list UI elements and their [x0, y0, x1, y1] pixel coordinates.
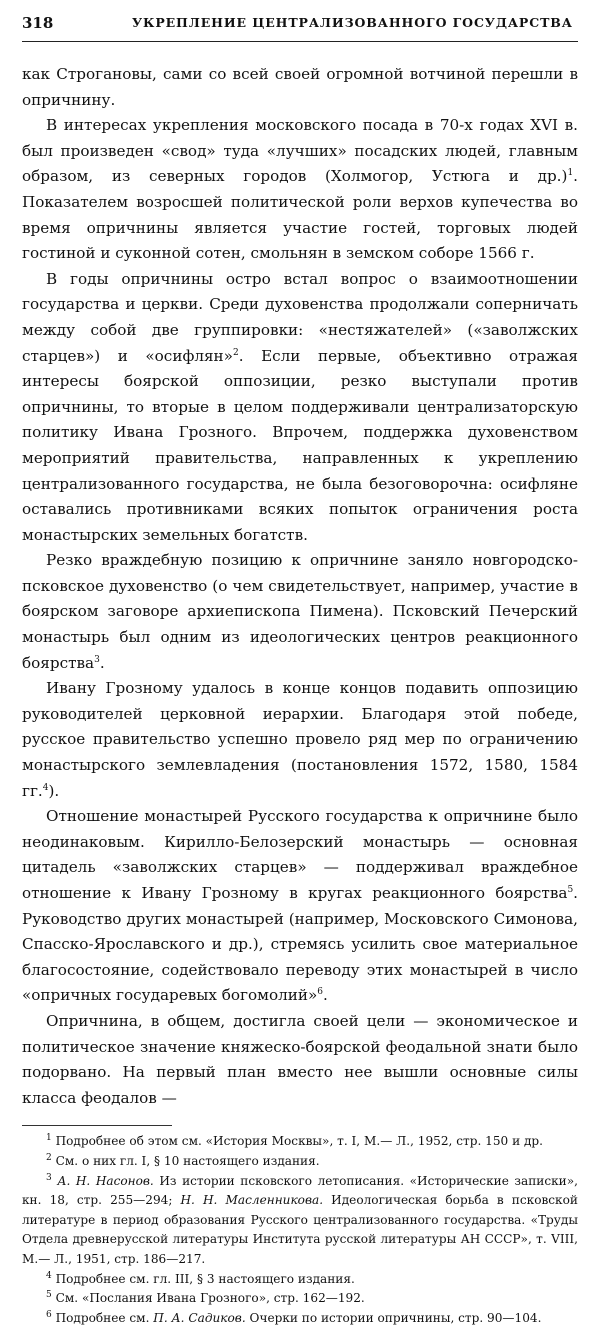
paragraph-text: В годы опричнины остро встал вопрос о взаимоотношении государства и церкви. Среди духовенства продолжали соперничать между собой две группировки: «нестяжателей» («заволжских старцев») и «осифлян» — [22, 269, 578, 365]
footnote-text: Очерки по истории опричнины, стр. 90—104. — [249, 1310, 542, 1325]
paragraph-text: . Руководство других монастырей (например, Московского Симонова, Спасско-Ярославского и др.), стремясь усилить свое материальное благосостояние, содействовало переводу этих монастырей в число «опричных государевых богомолий» — [22, 884, 578, 1005]
footnote-rule — [22, 1125, 172, 1126]
footnote — [22, 1152, 578, 1172]
footnote-author: П. А. Садиков. — [153, 1310, 246, 1325]
footnotes — [22, 1132, 578, 1328]
footnote — [22, 1132, 578, 1152]
paragraph-text: . — [323, 986, 328, 1005]
paragraph-text: Резко враждебную позицию к опричнине заняло новгородско-псковское духовенство (о чем свидетельствует, например, участие в боярском заговоре архиепископа Пимена). Псковский Печерский монастырь был одним из идеологических центров реакционного боярства — [22, 551, 578, 672]
footnote-reference: 1 — [567, 168, 574, 179]
paragraph-text: . Если первые, объективно отражая интересы боярской оппозиции, резко выступали против опричнины, то вторые в целом поддерживали централизаторскую политику Ивана Грозного. Впрочем, поддержка духовенством мероприятий правительства, направленных к укреплению централизованного государства, не была безоговорочна: осифляне оставались противниками всяких попыток ограничения роста монастырских земельных богатств. — [22, 346, 578, 544]
paragraph — [22, 676, 578, 804]
book-page — [22, 14, 578, 1328]
footnote-mark: 6 — [46, 1309, 52, 1320]
running-title: УКРЕПЛЕНИЕ ЦЕНТРАЛИЗОВАННОГО ГОСУДАРСТВА — [132, 15, 573, 30]
paragraph — [22, 1009, 578, 1111]
paragraph — [22, 804, 578, 1009]
paragraph-text: Ивану Грозному удалось в конце концов подавить оппозицию руководителей церковной иерархии. Благодаря этой победе, русское правительство успешно провело ряд мер по ограничению монастырского землевладения (постановления 1572, 1580, 1584 гг. — [22, 679, 578, 800]
paragraph-text: как Строгановы, сами со всей своей огромной вотчиной перешли в опричнину. — [22, 65, 578, 109]
header-rule — [22, 41, 578, 42]
footnote-reference: 3 — [94, 654, 100, 665]
paragraph-text: . — [99, 653, 105, 672]
footnote — [22, 1289, 578, 1309]
footnote-reference: 2 — [232, 347, 239, 358]
paragraph-text: Опричнина, в общем, достигла своей цели — экономическое и политическое значение княжеско-боярской феодальной знати было подорвано. На первый план вместо нее вышли основные силы класса феодалов — — [22, 1011, 578, 1107]
footnote-mark: 5 — [46, 1290, 52, 1301]
footnote-text: Из истории псковского летописания. «Исторические записки», кн. 18, стр. 255—294; — [22, 1173, 578, 1208]
footnote-reference: 5 — [567, 884, 574, 895]
footnote-text: Подробнее см. — [55, 1310, 150, 1325]
paragraph-text: ). — [48, 781, 60, 800]
footnote-text: Идеологическая борьба в псковской литературе в период образования Русского централизованного государства. «Труды Отдела древнерусской литературы Института русской литературы АН СССР», т. VIII, М.— Л., 1951, стр. 186—217. — [22, 1193, 578, 1266]
footnote-mark: 4 — [46, 1270, 52, 1281]
footnote-mark: 2 — [46, 1152, 52, 1163]
footnote — [22, 1270, 578, 1290]
paragraph-text: . Показателем возросшей политической роли верхов купечества во время опричнины является участие гостей, торговых людей гостиной и суконной сотен, смольнян в земском соборе 1566 г. — [22, 167, 578, 263]
footnote-text: Подробнее об этом см. «История Москвы», т. I, М.— Л., 1952, стр. 150 и др. — [55, 1134, 544, 1149]
paragraph — [22, 267, 578, 549]
footnote-reference: 6 — [317, 987, 324, 998]
paragraph-text: В интересах укрепления московского посада в 70-х годах XVI в. был произведен «свод» туда «лучших» посадских людей, главным образом, из северных городов (Холмогор, Устюга и др.) — [22, 116, 578, 186]
paragraph-text: Отношение монастырей Русского государства к опричнине было неодинаковым. Кирилло-Белозерский монастырь — основная цитадель «заволжских старцев» — поддерживал враждебное отношение к Ивану Грозному в кругах реакционного боярства — [22, 807, 578, 902]
footnote-author: А. Н. Насонов. — [57, 1173, 154, 1188]
page-header — [22, 14, 578, 36]
footnote — [22, 1172, 578, 1270]
footnote — [22, 1309, 578, 1328]
footnote-text: См. «Послания Ивана Грозного», стр. 162—192. — [55, 1291, 365, 1306]
footnote-text: См. о них гл. I, § 10 настоящего издания. — [55, 1153, 320, 1168]
footnote-mark: 3 — [46, 1172, 52, 1183]
paragraph — [22, 62, 578, 113]
footnote-text: Подробнее см. гл. III, § 3 настоящего издания. — [55, 1271, 355, 1286]
paragraph — [22, 548, 578, 676]
paragraph — [22, 113, 578, 267]
footnote-mark: 1 — [46, 1133, 52, 1144]
page-number: 318 — [22, 14, 54, 32]
body-text — [22, 62, 578, 1111]
footnote-reference: 4 — [42, 782, 49, 793]
footnote-author: Н. Н. Масленникова. — [180, 1193, 324, 1208]
